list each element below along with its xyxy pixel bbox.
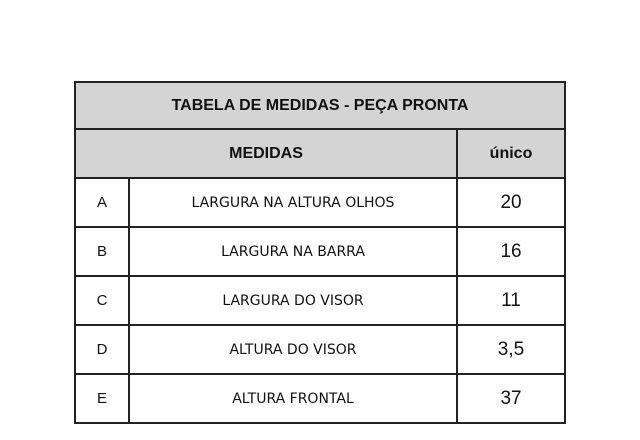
row-letter: C — [75, 276, 129, 325]
row-value: 16 — [457, 227, 565, 276]
row-letter: E — [75, 374, 129, 423]
table-row — [75, 178, 565, 227]
table-header-row — [75, 129, 565, 178]
row-description: LARGURA NA ALTURA OLHOS — [129, 178, 457, 227]
row-letter: A — [75, 178, 129, 227]
table-row — [75, 276, 565, 325]
row-description: LARGURA DO VISOR — [129, 276, 457, 325]
row-description: ALTURA DO VISOR — [129, 325, 457, 374]
row-value: 3,5 — [457, 325, 565, 374]
table-row — [75, 374, 565, 423]
row-value: 20 — [457, 178, 565, 227]
header-measures: MEDIDAS — [75, 129, 457, 178]
row-description: LARGURA NA BARRA — [129, 227, 457, 276]
row-value: 37 — [457, 374, 565, 423]
table-row — [75, 227, 565, 276]
table-title: TABELA DE MEDIDAS - PEÇA PRONTA — [75, 82, 565, 129]
row-letter: B — [75, 227, 129, 276]
row-description: ALTURA FRONTAL — [129, 374, 457, 423]
row-value: 11 — [457, 276, 565, 325]
measurements-table — [74, 81, 566, 424]
row-letter: D — [75, 325, 129, 374]
header-size: único — [457, 129, 565, 178]
table-row — [75, 325, 565, 374]
table-title-row — [75, 82, 565, 129]
